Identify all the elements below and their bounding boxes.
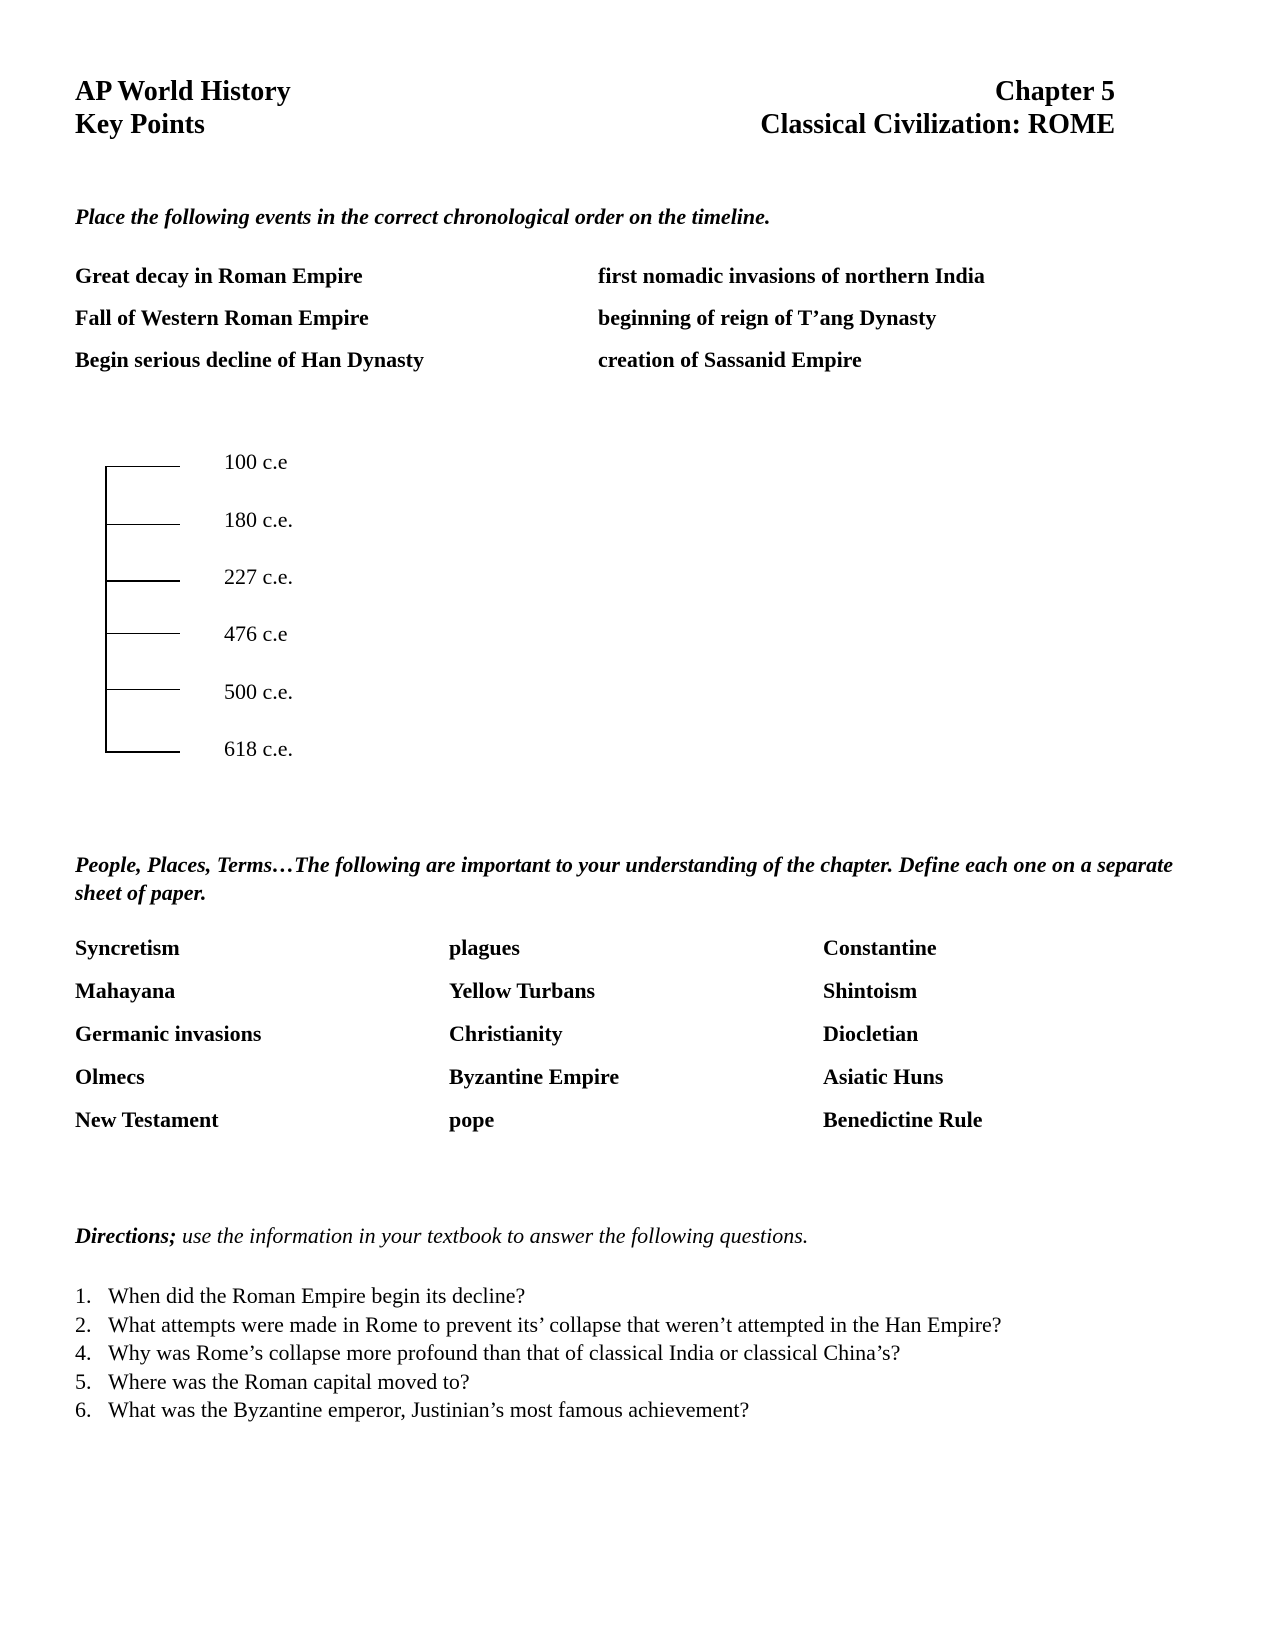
terms-instruction: People, Places, Terms…The following are important to your understanding of the chapter. Define each one on a separate sheet of paper.	[75, 852, 1173, 905]
question-item	[75, 1396, 1002, 1425]
term-item: Constantine	[823, 935, 937, 960]
timeline-tick	[105, 751, 180, 753]
term-item: Shintoism	[823, 978, 918, 1003]
directions	[75, 1223, 808, 1249]
question-list	[75, 1282, 1002, 1425]
term-item: Mahayana	[75, 978, 176, 1003]
question-item	[75, 1282, 1002, 1311]
question-number: 2.	[75, 1311, 92, 1337]
timeline-date: 227 c.e.	[224, 564, 294, 589]
directions-label: Directions;	[75, 1223, 177, 1248]
question-text: What was the Byzantine emperor, Justinian’s most famous achievement?	[108, 1397, 750, 1422]
question-number: 6.	[75, 1397, 92, 1422]
timeline-date: 500 c.e.	[224, 679, 294, 704]
question-text: Where was the Roman capital moved to?	[108, 1368, 470, 1394]
term-item: New Testament	[75, 1107, 219, 1132]
event-item: Great decay in Roman Empire	[75, 263, 363, 288]
term-item: Olmecs	[75, 1064, 145, 1089]
question-number: 5.	[75, 1368, 92, 1394]
directions-text: use the information in your textbook to answer the following questions.	[176, 1223, 809, 1248]
question-number: 4.	[75, 1340, 92, 1365]
course-title: AP World History	[75, 76, 291, 107]
document-subtitle: Key Points	[75, 109, 205, 140]
term-item: pope	[449, 1107, 495, 1132]
timeline-tick	[105, 633, 180, 634]
timeline-tick	[105, 466, 180, 467]
chapter-number: Chapter 5	[994, 76, 1115, 107]
term-item: Asiatic Huns	[823, 1064, 944, 1089]
timeline-date: 618 c.e.	[224, 736, 294, 761]
timeline-tick	[105, 580, 180, 582]
term-item: Germanic invasions	[75, 1021, 262, 1046]
event-item: Begin serious decline of Han Dynasty	[75, 347, 424, 372]
term-item: Syncretism	[75, 935, 180, 960]
timeline-instruction: Place the following events in the correct chronological order on the timeline.	[75, 204, 771, 229]
timeline-tick	[105, 524, 180, 525]
timeline-vertical-line	[105, 466, 107, 753]
term-item: Christianity	[449, 1021, 563, 1046]
term-item: plagues	[449, 935, 520, 960]
term-item: Benedictine Rule	[823, 1107, 983, 1132]
question-item	[75, 1339, 1002, 1368]
chapter-title: Classical Civilization: ROME	[760, 109, 1115, 140]
question-item	[75, 1368, 1002, 1397]
event-item: Fall of Western Roman Empire	[75, 305, 369, 330]
event-item: first nomadic invasions of northern India	[598, 263, 985, 288]
term-item: Byzantine Empire	[449, 1064, 620, 1089]
question-text: Why was Rome’s collapse more profound than that of classical India or classical China’s?	[108, 1340, 901, 1365]
event-item: creation of Sassanid Empire	[598, 347, 862, 372]
term-item: Yellow Turbans	[449, 978, 596, 1003]
question-item	[75, 1311, 1002, 1340]
timeline-tick	[105, 689, 180, 690]
question-text: When did the Roman Empire begin its decline?	[108, 1283, 526, 1308]
timeline-date: 100 c.e	[224, 449, 288, 474]
question-text: What attempts were made in Rome to prevent its’ collapse that weren’t attempted in the Han Empire?	[108, 1311, 1002, 1337]
event-item: beginning of reign of T’ang Dynasty	[598, 305, 937, 330]
term-item: Diocletian	[823, 1021, 919, 1046]
question-number: 1.	[75, 1283, 92, 1308]
timeline-date: 180 c.e.	[224, 507, 294, 532]
timeline-date: 476 c.e	[224, 621, 288, 646]
